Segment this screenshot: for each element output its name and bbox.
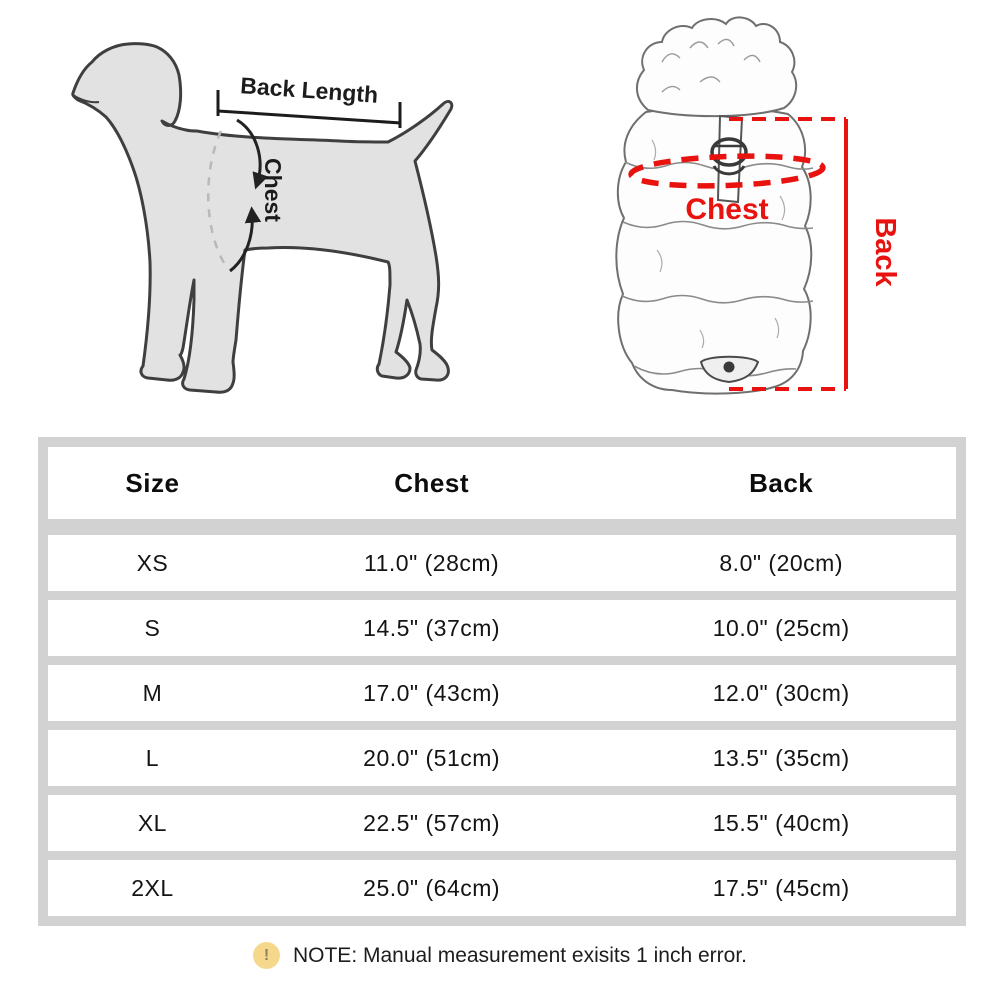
dog-chest-label: Chest bbox=[260, 158, 286, 222]
note-text: NOTE: Manual measurement exisits 1 inch error. bbox=[292, 943, 747, 967]
chest-value: 14.5" (37cm) bbox=[363, 614, 501, 641]
size-value: M bbox=[142, 679, 163, 706]
table-row bbox=[48, 860, 956, 916]
table-row bbox=[48, 730, 956, 786]
vest-chest-label: Chest bbox=[685, 193, 769, 226]
warning-icon: ! bbox=[253, 942, 280, 969]
back-value: 13.5" (35cm) bbox=[712, 744, 850, 771]
measurement-diagrams bbox=[0, 0, 1000, 432]
back-value: 8.0" (20cm) bbox=[719, 549, 843, 576]
back-length-label: Back Length bbox=[239, 72, 380, 108]
vest-measurement-diagram bbox=[616, 17, 901, 393]
size-value: XL bbox=[137, 809, 167, 836]
dog-measurement-diagram bbox=[73, 44, 452, 393]
chest-value: 17.0" (43cm) bbox=[363, 679, 501, 706]
column-header-size: Size bbox=[125, 467, 180, 498]
back-value: 12.0" (30cm) bbox=[712, 679, 850, 706]
size-value: XS bbox=[136, 549, 169, 576]
chest-value: 11.0" (28cm) bbox=[364, 549, 500, 576]
chest-value: 20.0" (51cm) bbox=[363, 744, 501, 771]
column-header-chest: Chest bbox=[394, 467, 469, 498]
table-row bbox=[48, 535, 956, 591]
back-value: 15.5" (40cm) bbox=[712, 809, 850, 836]
back-value: 17.5" (45cm) bbox=[712, 874, 850, 901]
chest-value: 22.5" (57cm) bbox=[363, 809, 501, 836]
measurement-note bbox=[0, 942, 1000, 969]
table-row bbox=[48, 665, 956, 721]
size-value: S bbox=[144, 614, 161, 641]
back-value: 10.0" (25cm) bbox=[712, 614, 850, 641]
table-row bbox=[48, 795, 956, 851]
size-value: L bbox=[145, 744, 160, 771]
column-header-back: Back bbox=[749, 467, 814, 498]
size-table-header-row bbox=[48, 447, 956, 519]
size-value: 2XL bbox=[131, 874, 174, 901]
chest-value: 25.0" (64cm) bbox=[363, 874, 501, 901]
size-table bbox=[38, 437, 966, 926]
vest-collar bbox=[637, 17, 796, 116]
table-row bbox=[48, 600, 956, 656]
vest-back-label: Back bbox=[869, 217, 901, 287]
